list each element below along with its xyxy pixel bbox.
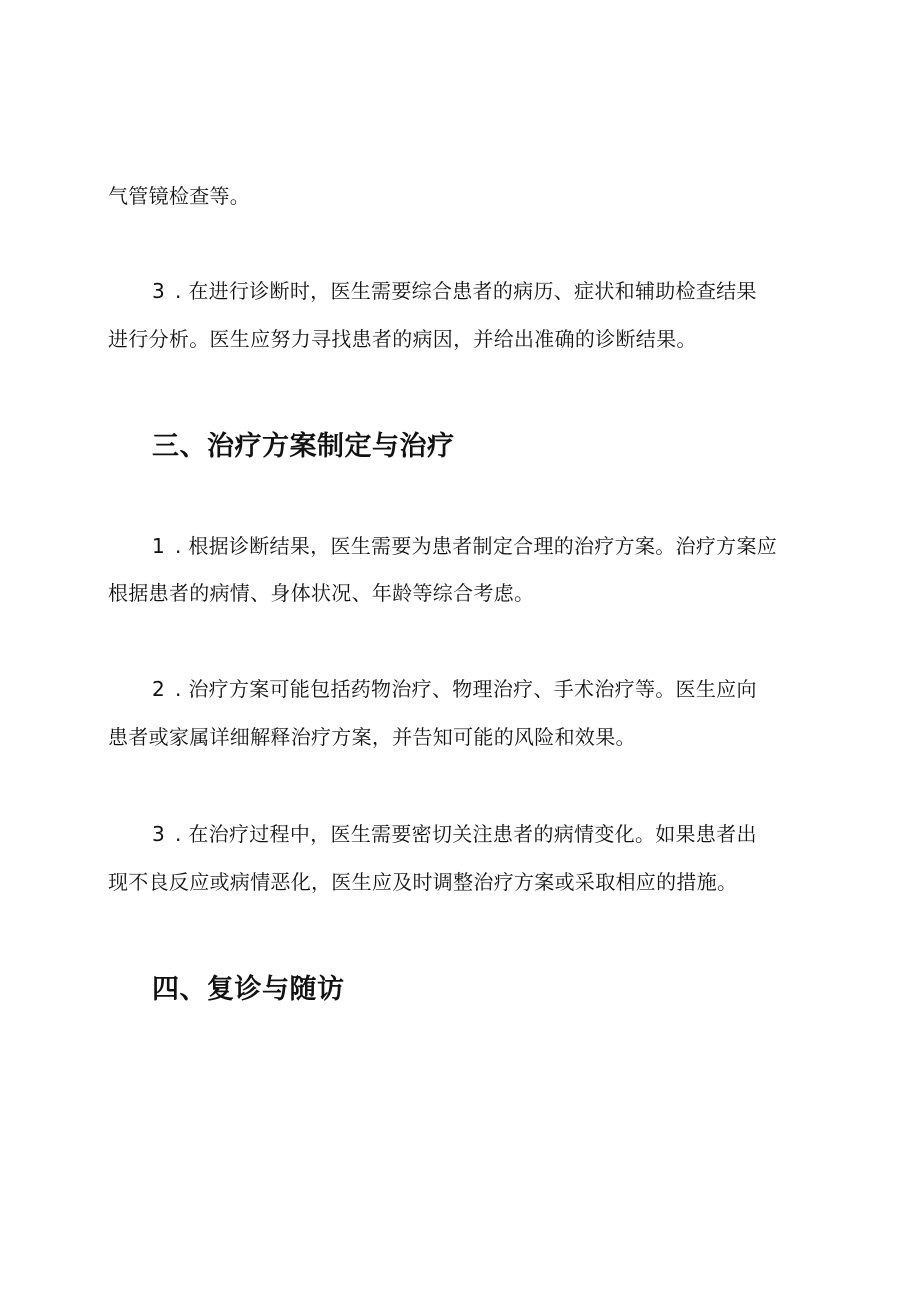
section3-heading: 三、治疗方案制定与治疗 <box>152 431 455 462</box>
item-text: . 治疗方案可能包括药物治疗、物理治疗、手术治疗等。医生应向 <box>175 677 757 701</box>
item-number: 3 <box>152 822 166 846</box>
item-number: 1 <box>152 534 166 558</box>
item-line-2: 根据患者的病情、身体状况、年龄等综合考虑。 <box>108 581 535 605</box>
item-line-2: 患者或家属详细解释治疗方案，并告知可能的风险和效果。 <box>108 725 636 749</box>
section4-heading: 四、复诊与随访 <box>152 974 345 1005</box>
item-line-1 <box>152 820 757 848</box>
item-line-1 <box>152 532 777 560</box>
item-number: 2 <box>152 677 166 701</box>
item-line-1 <box>152 277 757 305</box>
item-number: 3 <box>152 279 166 303</box>
continuation-text: 气管镜检查等。 <box>108 184 251 208</box>
item-line-2: 进行分析。医生应努力寻找患者的病因，并给出准确的诊断结果。 <box>108 327 697 351</box>
item-line-1 <box>152 675 757 703</box>
item-text: . 根据诊断结果，医生需要为患者制定合理的治疗方案。治疗方案应 <box>175 534 778 558</box>
item-text: . 在进行诊断时，医生需要综合患者的病历、症状和辅助检查结果 <box>175 279 757 303</box>
item-text: . 在治疗过程中，医生需要密切关注患者的病情变化。如果患者出 <box>175 822 757 846</box>
item-line-2: 现不良反应或病情恶化，医生应及时调整治疗方案或采取相应的措施。 <box>108 870 738 894</box>
